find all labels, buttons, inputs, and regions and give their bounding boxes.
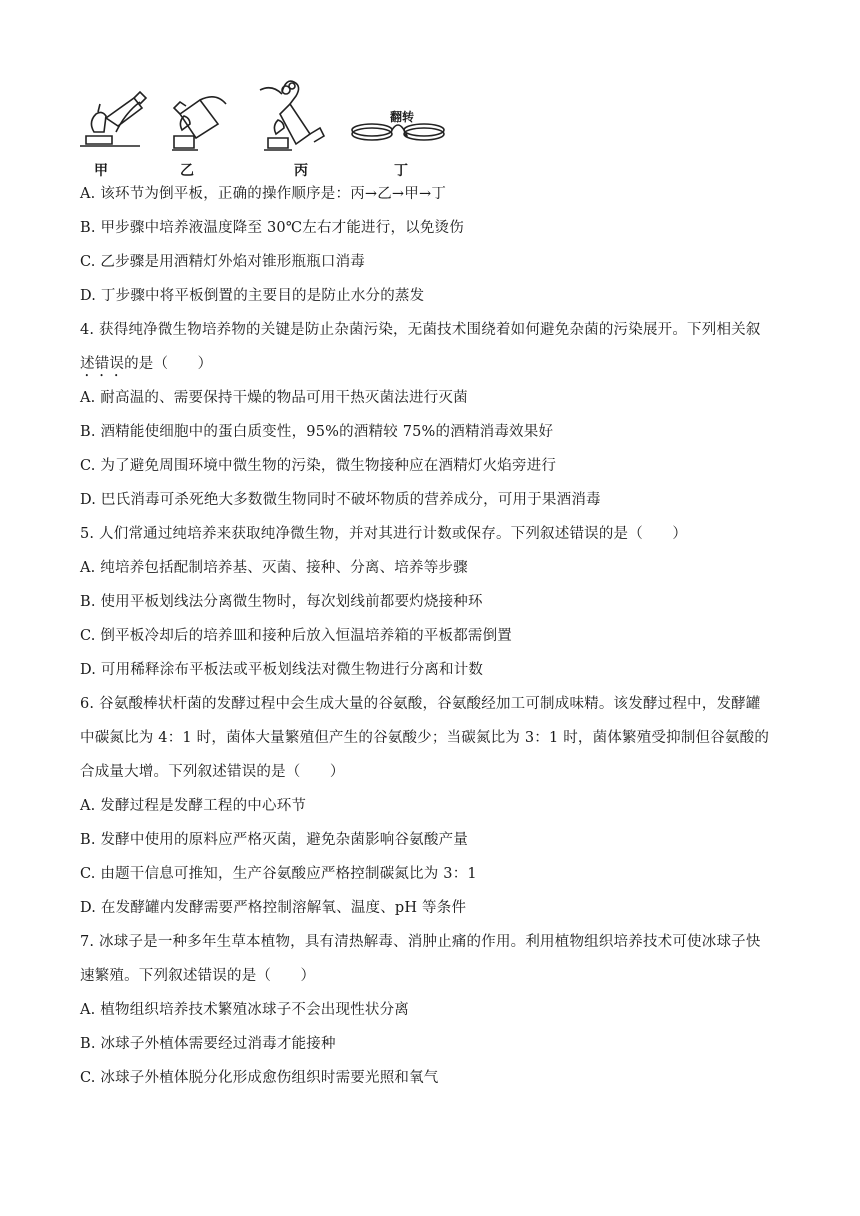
q7-stem-line2: 速繁殖。下列叙述错误的是（ ） [80,968,316,984]
figure-label-ding: 丁 [394,163,408,179]
q6-stem-line2: 中碳氮比为 4：1 时，菌体大量繁殖但产生的谷氨酸少；当碳氮比为 3：1 时，菌体繁殖受抑制但谷氨酸的 [80,730,770,746]
q6-option-d: D. 在发酵罐内发酵需要严格控制溶解氧、温度、pH 等条件 [80,900,467,916]
q7-option-b: B. 冰球子外植体需要经过消毒才能接种 [80,1036,336,1052]
figure-flip-label: 翻转 [390,110,415,124]
q6-option-a: A. 发酵过程是发酵工程的中心环节 [80,798,307,814]
q4-option-b: B. 酒精能使细胞中的蛋白质变性，95%的酒精较 75%的酒精消毒效果好 [80,424,554,440]
q4-stem-line1: 4. 获得纯净微生物培养物的关键是防止杂菌污染，无菌技术围绕着如何避免杂菌的污染展开。下列相关叙 [80,322,761,338]
q5-stem: 5. 人们常通过纯培养来获取纯净微生物，并对其进行计数或保存。下列叙述错误的是（ ） [80,526,688,542]
q6-stem-line1: 6. 谷氨酸棒状杆菌的发酵过程中会生成大量的谷氨酸，谷氨酸经加工可制成味精。该发酵过程中，发酵罐 [80,696,761,712]
q5-option-c: C. 倒平板冷却后的培养皿和接种后放入恒温培养箱的平板都需倒置 [80,628,512,644]
q6-option-c: C. 由题干信息可推知，生产谷氨酸应严格控制碳氮比为 3：1 [80,866,477,882]
q7-stem-line1: 7. 冰球子是一种多年生草本植物，具有清热解毒、消肿止痛的作用。利用植物组织培养技术可使冰球子快 [80,934,761,950]
step-bing-drawing [260,81,324,150]
q5-option-a: A. 纯培养包括配制培养基、灭菌、接种、分离、培养等步骤 [80,560,468,576]
figure-label-jia: 甲 [94,163,108,179]
q4-stem-line2-rest: 的是（ ） [124,356,213,372]
q6-option-b: B. 发酵中使用的原料应严格灭菌，避免杂菌影响谷氨酸产量 [80,832,468,848]
q4-option-c: C. 为了避免周围环境中微生物的污染，微生物接种应在酒精灯火焰旁进行 [80,458,557,474]
q3-option-b: B. 甲步骤中培养液温度降至 30℃左右才能进行，以免烫伤 [80,220,464,236]
q3-option-a: A. 该环节为倒平板，正确的操作顺序是：丙→乙→甲→丁 [80,186,447,202]
q4-option-d: D. 巴氏消毒可杀死绝大多数微生物同时不破坏物质的营养成分，可用于果酒消毒 [80,492,601,508]
q7-option-c: C. 冰球子外植体脱分化形成愈伤组织时需要光照和氧气 [80,1070,439,1086]
step-yi-drawing [172,97,226,150]
q4-emphasis-text: 述错误 [80,356,125,372]
q4-stem-line2 [80,355,800,380]
q3-option-c: C. 乙步骤是用酒精灯外焰对锥形瓶瓶口消毒 [80,254,365,270]
figure-label-bing: 丙 [294,163,308,179]
step-jia-drawing [80,92,146,146]
pouring-plate-figure [76,72,456,180]
q5-option-d: D. 可用稀释涂布平板法或平板划线法对微生物进行分离和计数 [80,662,484,678]
q5-option-b: B. 使用平板划线法分离微生物时，每次划线前都要灼烧接种环 [80,594,483,610]
figure-label-yi: 乙 [180,163,194,179]
q7-option-a: A. 植物组织培养技术繁殖冰球子不会出现性状分离 [80,1002,409,1018]
step-ding-drawing [352,124,444,140]
q6-stem-line3: 合成量大增。下列叙述错误的是（ ） [80,764,345,780]
q4-option-a: A. 耐高温的、需要保持干燥的物品可用干热灭菌法进行灭菌 [80,390,468,406]
q3-option-d: D. 丁步骤中将平板倒置的主要目的是防止水分的蒸发 [80,288,425,304]
